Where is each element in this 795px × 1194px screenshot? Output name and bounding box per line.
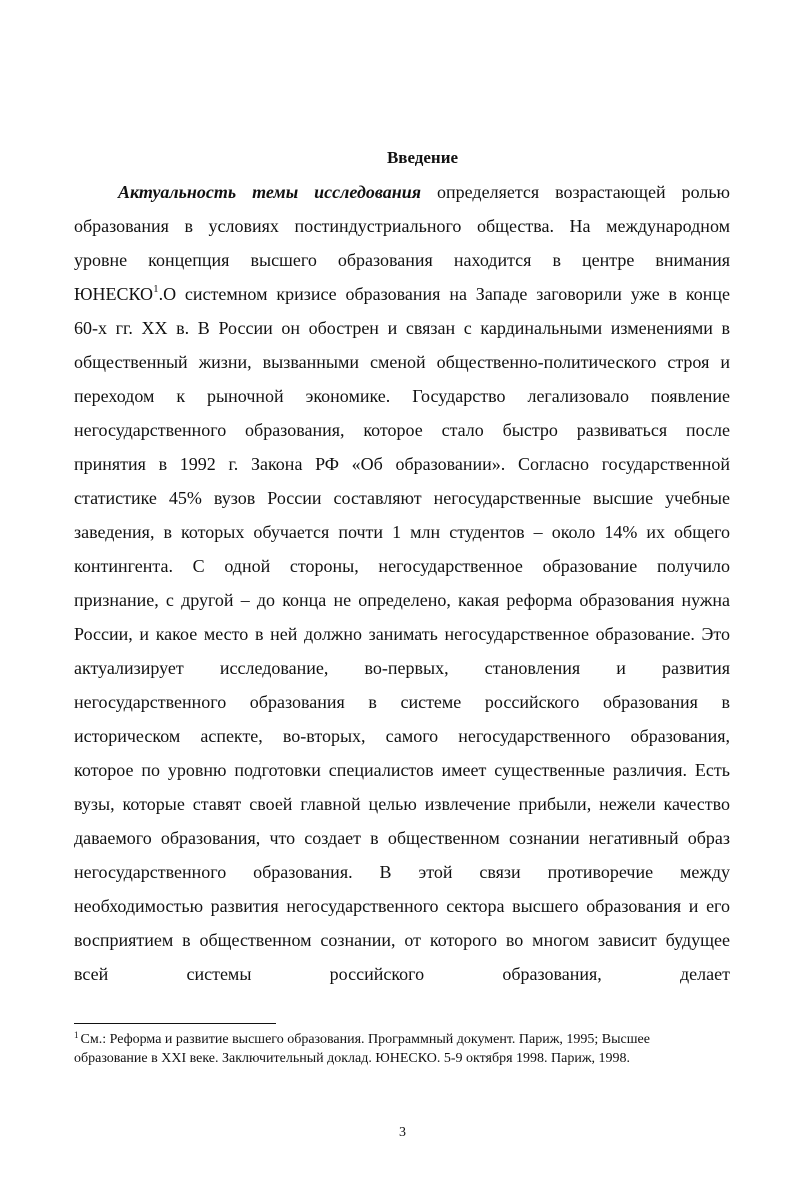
body-line: образования в условиях постиндустриального общества. На международном: [74, 216, 730, 236]
line-text: ЮНЕСКО: [74, 284, 154, 304]
body-line: уровне концепция высшего образования находится в центре внимания: [74, 250, 730, 270]
body-line: вузы, которые ставят своей главной целью извлечение прибыли, нежели качество: [74, 794, 730, 814]
body-line: [74, 282, 730, 306]
body-line: негосударственного образования в системе российского образования в: [74, 692, 730, 712]
body-line: статистике 45% вузов России составляют негосударственные высшие учебные: [74, 488, 730, 508]
line-text: определяется возрастающей ролью: [421, 182, 731, 202]
body-line: которое по уровню подготовки специалистов имеет существенные различия. Есть: [74, 760, 730, 780]
page-number: 3: [399, 1125, 406, 1140]
body-line: признание, с другой – до конца не определено, какая реформа образования нужна: [74, 590, 730, 610]
footnote-separator: [74, 1023, 276, 1024]
body-line: [118, 180, 730, 204]
body-line: принятия в 1992 г. Закона РФ «Об образовании». Согласно государственной: [74, 454, 730, 474]
body-line: актуализирует исследование, во-первых, становления и развития: [74, 658, 730, 678]
body-line: заведения, в которых обучается почти 1 млн студентов – около 14% их общего: [74, 522, 730, 542]
body-line: историческом аспекте, во-вторых, самого негосударственного образования,: [74, 726, 730, 746]
footnote-reference[interactable]: 1: [153, 283, 159, 295]
body-line: восприятием в общественном сознании, от которого во многом зависит будущее: [74, 930, 730, 950]
body-line: негосударственного образования, которое стало быстро развиваться после: [74, 420, 730, 440]
line-text: .О системном кризисе образования на Западе заговорили уже в конце: [158, 284, 730, 304]
lead-phrase: Актуальность темы исследования: [118, 182, 422, 202]
footnote-text: См.: Реформа и развитие высшего образования. Программный документ. Париж, 1995; Высшее: [80, 1032, 650, 1047]
body-line: необходимостью развития негосударственного сектора высшего образования и его: [74, 896, 730, 916]
body-line: даваемого образования, что создает в общественном сознании негативный образ: [74, 828, 730, 848]
body-line: контингента. С одной стороны, негосударственное образование получило: [74, 556, 730, 576]
body-line: всей системы российского образования, делает: [74, 964, 730, 984]
body-line: 60-х гг. XX в. В России он обострен и связан с кардинальными изменениями в: [74, 318, 730, 338]
body-line: переходом к рыночной экономике. Государство легализовало появление: [74, 386, 730, 406]
section-heading: Введение: [386, 148, 459, 167]
footnote-line: [74, 1030, 730, 1050]
body-line: общественный жизни, вызванными сменой общественно-политического строя и: [74, 352, 730, 372]
body-line: России, и какое место в ней должно занимать негосударственное образование. Это: [74, 624, 730, 644]
body-line: негосударственного образования. В этой связи противоречие между: [74, 862, 730, 882]
footnote-number: 1: [74, 1030, 79, 1040]
footnote-line: образование в XXI веке. Заключительный доклад. ЮНЕСКО. 5-9 октября 1998. Париж, 1998.: [74, 1051, 631, 1066]
